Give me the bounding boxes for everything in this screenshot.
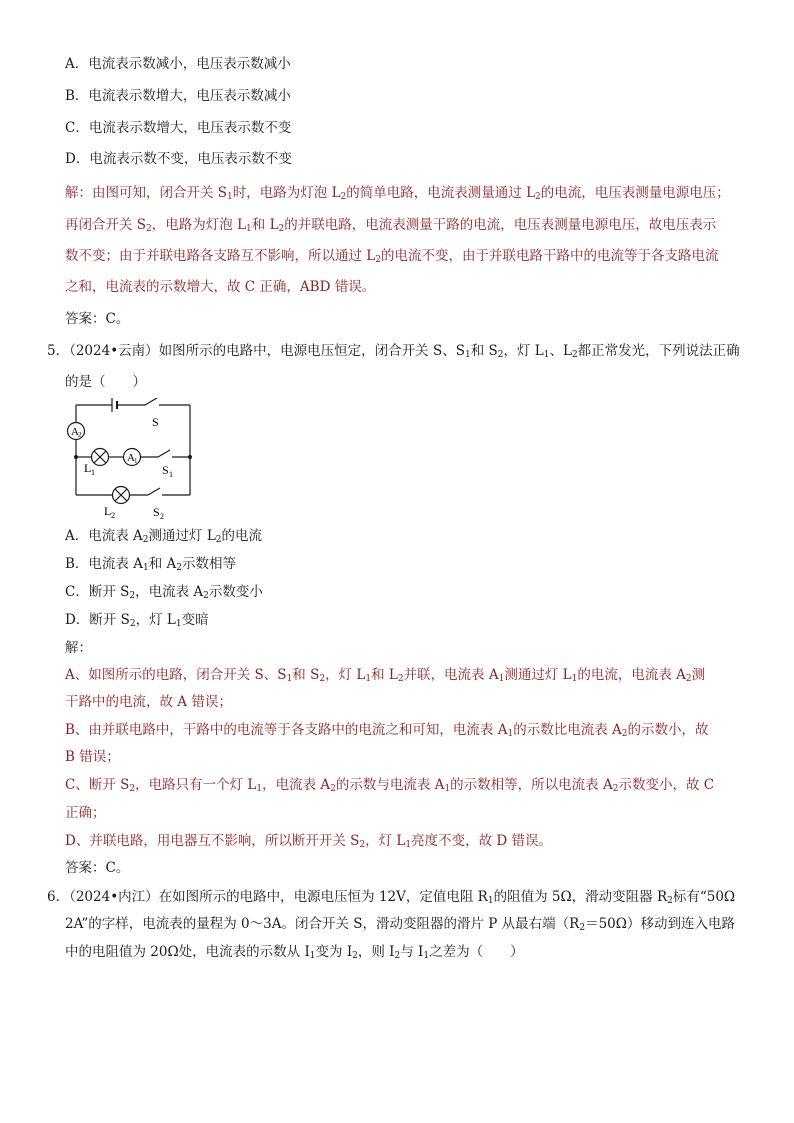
lamp-l2-label: L (104, 504, 112, 518)
svg-text:2: 2 (78, 431, 82, 439)
q5-solution-head: 解： (65, 640, 92, 656)
svg-text:A: A (71, 426, 79, 438)
q5-option-b: B．电流表 $A_1$和 $A_2$示数相等 (65, 556, 236, 573)
q5-option-c: C．断开 $S_2$，电流表 $A_2$示数变小 (65, 584, 263, 601)
q4-solution-line: 再闭合开关 $S_2$，电路为灯泡 $L_1$和 $L_2$的并联电路，电流表测量干路的电流，电压表测量电源电压，故电压表示 (65, 217, 717, 234)
q6-stem-line: 中的电阻值为 20Ω处，电流表的示数从 $I_1$变为 $I_2$，则 $I_2$与 $I_1$之差为（ ） (65, 944, 524, 961)
q6-stem-line: 2A”的字样，电流表的量程为 0～3A。闭合开关 S，滑动变阻器的滑片 P 从最右端$(R_2=50\Omega)$移动到连入电路 (65, 916, 735, 933)
q5-solution-line: C、断开 $S_2$，电路只有一个灯 $L_1$，电流表 $A_2$的示数与电流表 $A_1$的示数相等，所以电流表 $A_2$示数变小，故 C (65, 777, 715, 794)
q5-option-a: A．电流表 $A_2$测通过灯 $L_2$的电流 (65, 528, 263, 545)
switch-s-label: S (152, 415, 159, 429)
q5-stem-line: 的是（ ） (65, 374, 146, 390)
q4-option-d: D．电流表示数不变，电压表示数不变 (65, 151, 292, 167)
q5-circuit-diagram (60, 398, 200, 523)
lamp-l1-label: L (84, 461, 92, 475)
svg-text:2: 2 (111, 511, 115, 520)
switch-s1-blade (158, 450, 170, 457)
svg-text:1: 1 (169, 470, 173, 479)
switch-s1-label: S (162, 463, 169, 477)
q4-option-a: A．电流表示数减小，电压表示数减小 (65, 56, 291, 72)
switch-s2-label: S (153, 505, 160, 519)
q4-solution-line: 之和，电流表的示数增大，故 C 正确，ABD 错误。 (65, 279, 376, 295)
q4-solution-line: 解：由图可知，闭合开关 $S_1$时，电路为灯泡 $L_2$的简单电路，电流表测量通过 $L_2$的电流，电压表测量电源电压； (65, 185, 730, 202)
q5-option-d: D．断开 $S_2$，灯 $L_1$变暗 (65, 612, 209, 629)
svg-text:1: 1 (91, 468, 95, 477)
q5-solution-line: A、如图所示的电路，闭合开关 S、$S_1$和 $S_2$，灯 $L_1$和 $L_2$并联，电流表 $A_1$测通过灯 $L_1$的电流，电流表 $A_2$测 (65, 667, 706, 684)
q6-stem-line: 6．（2024•内江）在如图所示的电路中，电源电压恒为 12V，定值电阻 $R_1$的阻值为 5Ω，滑动变阻器 $R_2$标有“50Ω (47, 889, 736, 906)
svg-text:1: 1 (134, 457, 138, 465)
q5-solution-line: D、并联电路，用电器互不影响，所以断开开关 $S_2$，灯 $L_1$亮度不变，故 D 错误。 (65, 833, 553, 850)
q4-option-c: C．电流表示数增大，电压表示数不变 (65, 120, 292, 136)
q5-solution-line: 正确； (65, 805, 106, 821)
svg-text:A: A (127, 452, 135, 464)
q5-solution-line: B 错误； (65, 749, 120, 765)
q4-solution-line: 数不变；由于并联电路各支路互不影响，所以通过 $L_2$的电流不变，由于并联电路干路中的电流等于各支路电流 (65, 248, 719, 265)
q4-option-b: B．电流表示数增大，电压表示数减小 (65, 88, 291, 104)
svg-text:2: 2 (160, 512, 164, 521)
q5-answer: 答案：C。 (65, 860, 130, 876)
q5-solution-line: 干路中的电流，故 A 错误； (65, 694, 232, 710)
q5-stem-line: 5．（2024•云南）如图所示的电路中，电源电压恒定，闭合开关 S、$S_1$和 $S_2$，灯 $L_1$、$L_2$都正常发光，下列说法正确 (47, 343, 740, 360)
switch-s-blade (145, 398, 157, 405)
switch-s2-blade (148, 488, 160, 495)
q5-solution-line: B、由并联电路中，干路中的电流等于各支路中的电流之和可知，电流表 $A_1$的示数比电流表 $A_2$的示数小，故 (65, 722, 709, 739)
q4-answer: 答案：C。 (65, 311, 130, 327)
